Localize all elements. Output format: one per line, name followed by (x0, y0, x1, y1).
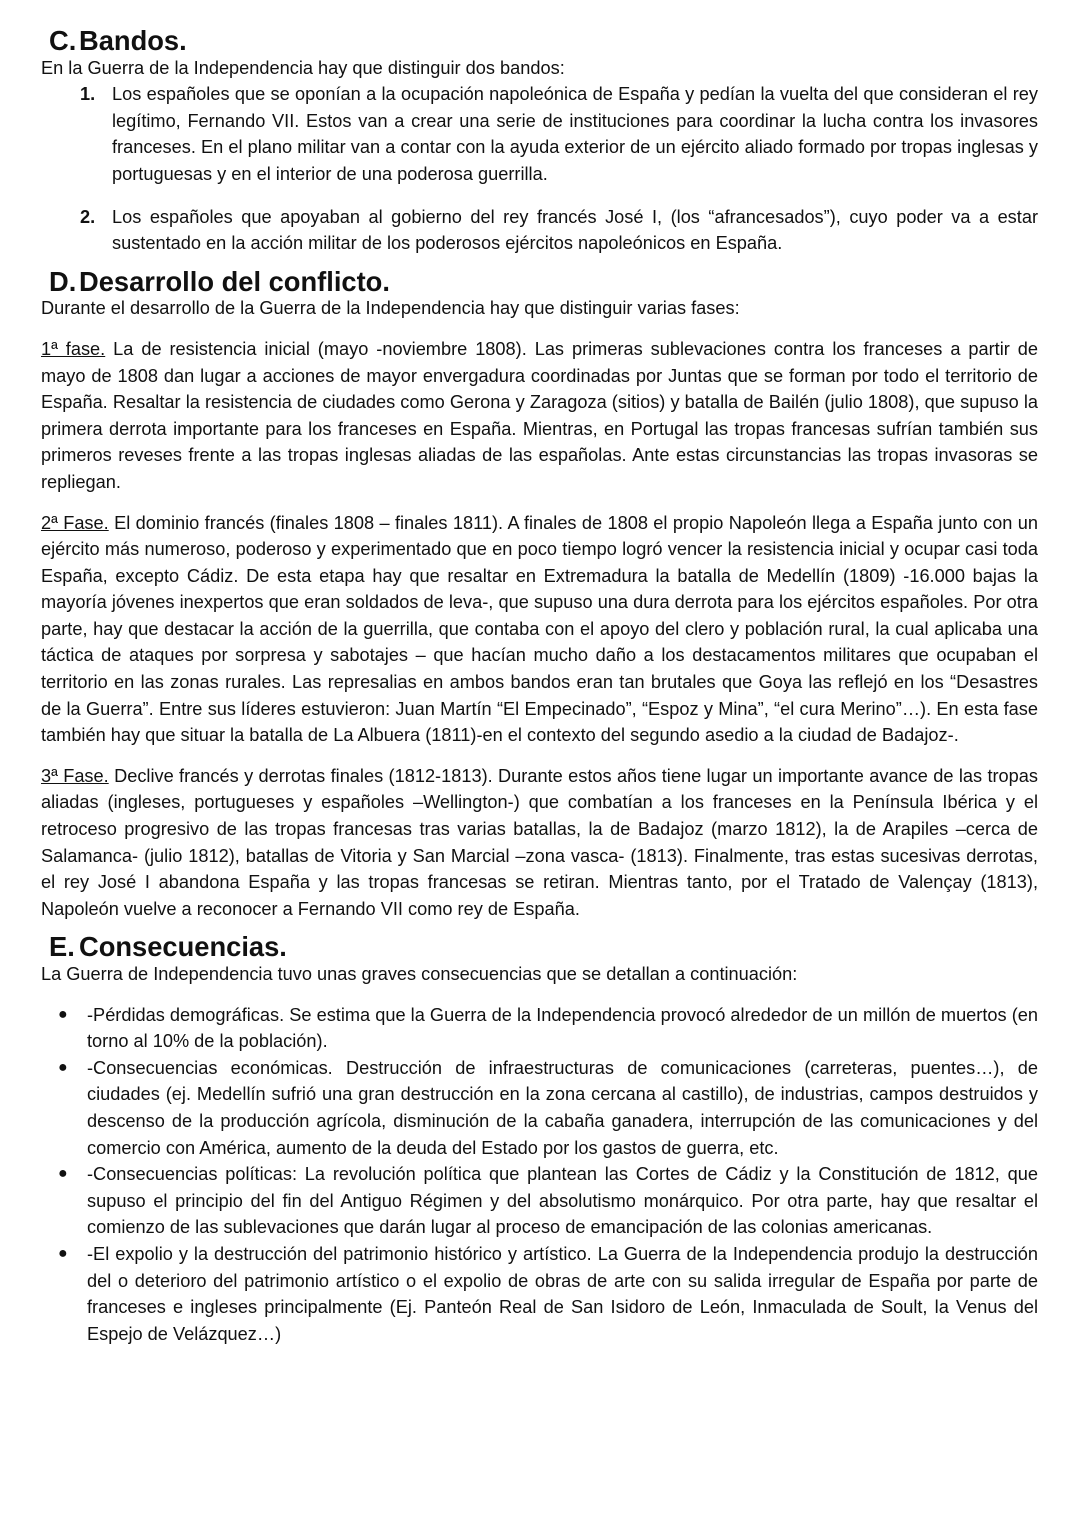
section-d-title: Desarrollo del conflicto. (79, 265, 390, 297)
list-item (41, 1241, 1038, 1347)
list-item (41, 81, 1038, 187)
section-c-heading (41, 25, 1038, 56)
section-e-intro: La Guerra de Independencia tuvo unas graves consecuencias que se detallan a continuación: (41, 964, 798, 984)
list-item-text: -Consecuencias económicas. Destrucción de infraestructuras de comunicaciones (carreteras, puentes…), de ciudades (ej. Medellín sufrió una gran destrucción en la zona cercana al castillo), de industrias, campos destruidos y descenso de la producción agrícola, disminución de la cabaña ganadera, interrupción de las comunicaciones y del comercio con América, aumento de la deuda del Estado por los gastos de guerra, etc. (87, 1057, 1038, 1158)
section-d-letter: D. (49, 265, 77, 297)
phase-text: Declive francés y derrotas finales (1812-1813). Durante estos años tiene lugar un importante avance de las tropas aliadas (ingleses, portugueses y españoles –Wellington-) que combatían a los franceses en la Península Ibérica y el retroceso progresivo de las tropas francesas tras varias batallas, la de Badajoz (marzo 1812), la de Arapiles –cerca de Salamanca- (julio 1812), batallas de Vitoria y San Marcial –zona vasca- (1813). Finalmente, tras estas sucesivas derrotas, el rey José I abandona España y las tropas francesas se retiran. Mientras tanto, por el Tratado de Valençay (1813), Napoleón vuelve a reconocer a Fernando VII como rey de España. (41, 765, 1038, 919)
section-c-list (41, 81, 1038, 257)
list-item-text: Los españoles que se oponían a la ocupación napoleónica de España y pedían la vuelta del que consideran el rey legítimo, Fernando VII. Estos van a crear una serie de instituciones para coordinar la lucha contra los invasores franceses. En el plano militar van a contar con la ayuda exterior de un ejército aliado formado por tropas inglesas y portuguesas y en el interior de una poderosa guerrilla. (112, 84, 1038, 184)
section-c-intro: En la Guerra de la Independencia hay que distinguir dos bandos: (41, 57, 565, 78)
bullet-icon: ● (58, 1165, 68, 1183)
phase-label: 1ª fase. (41, 338, 106, 359)
list-item (41, 1161, 1038, 1241)
section-d-heading (41, 265, 1038, 297)
phase-text: El dominio francés (finales 1808 – finales 1811). A finales de 1808 el propio Napoleón llega a España junto con un ejército más numeroso, poderoso y experimentado que en poco tiempo logró vencer la resistencia inicial y ocupar casi toda España, excepto Cádiz. De esta etapa hay que resaltar en Extremadura la batalla de Medellín (1809) -16.000 bajas la mayoría jóvenes inexpertos que eran soldados de leva-, que supuso una dura derrota para los ejércitos españoles. Por otra parte, hay que destacar la acción de la guerrilla, que contaba con el apoyo del clero y población rural, la cual aplicaba una táctica de ataques por sorpresa y sabotajes – que hacían mucho daño a los destacamentos militares que ocupaban el territorio en las zonas rurales. Las represalias en ambos bandos eran tan brutales que Goya las reflejó en los “Desastres de la Guerra”. Entre sus líderes estuvieron: Juan Martín “El Empecinado”, “Espoz y Mina”, “el cura Merino”…). En esta fase también hay que situar la batalla de La Albuera (1811)-en el contexto del segundo asedio a la ciudad de Badajoz-. (41, 512, 1038, 746)
section-d-intro: Durante el desarrollo de la Guerra de la Independencia hay que distinguir varias fases: (41, 298, 740, 319)
list-item (41, 204, 1038, 257)
section-e-list (41, 1002, 1038, 1348)
phase-text: La de resistencia inicial (mayo -noviembre 1808). Las primeras sublevaciones contra los franceses a partir de mayo de 1808 dan lugar a acciones de mayor envergadura coordinadas por Juntas que se forman por todo el territorio de España. Resaltar la resistencia de ciudades como Gerona y Zaragoza (sitios) y batalla de Bailén (julio 1808), que supuso la primera derrota importante para los franceses en España. Mientras, en Portugal las tropas francesas sufrían también sus primeros reveses frente a las tropas inglesas aliadas de las españolas. Ante estas circunstancias las tropas invasoras se repliegan. (41, 338, 1038, 492)
bullet-icon: ● (58, 1058, 68, 1076)
phase-label: 2ª Fase. (41, 512, 109, 533)
list-item-number: 2. (80, 206, 96, 227)
list-item (41, 1002, 1038, 1055)
section-e-heading (41, 931, 1038, 963)
section-e-letter: E. (49, 931, 75, 963)
document-page (41, 25, 1038, 1347)
list-item-text: -Consecuencias políticas: La revolución política que plantean las Cortes de Cádiz y la Constitución de 1812, que supuso el principio del fin del Antiguo Régimen y del absolutismo monárquico. Por otra parte, hay que resaltar el comienzo de las sublevaciones que darán lugar al proceso de emancipación de las colonias americanas. (87, 1164, 1038, 1238)
list-item (41, 1055, 1038, 1161)
bullet-icon: ● (58, 1005, 68, 1023)
list-item-text: -Pérdidas demográficas. Se estima que la Guerra de la Independencia provocó alrededor de un millón de muertos (en torno al 10% de la población). (87, 1004, 1038, 1052)
phase-paragraph-3 (41, 763, 1038, 923)
list-item-number: 1. (80, 84, 96, 105)
section-e-title: Consecuencias. (79, 931, 287, 963)
section-c-letter: C. (49, 25, 77, 56)
bullet-icon: ● (58, 1244, 68, 1262)
phase-paragraph-1 (41, 336, 1038, 496)
list-item-text: -El expolio y la destrucción del patrimonio histórico y artístico. La Guerra de la Independencia produjo la destrucción del o deterioro del patrimonio artístico o el expolio de obras de arte con su salida irregular de España por parte de franceses e ingleses principalmente (Ej. Panteón Real de San Isidoro de León, Inmaculada de Soult, la Venus del Espejo de Velázquez…) (87, 1243, 1038, 1344)
list-item-text: Los españoles que apoyaban al gobierno del rey francés José I, (los “afrancesados”), cuyo poder va a estar sustentado en la acción militar de los poderosos ejércitos napoleónicos en España. (112, 206, 1038, 254)
section-c-title: Bandos. (79, 25, 187, 56)
phase-paragraph-2 (41, 510, 1038, 749)
phase-label: 3ª Fase. (41, 765, 109, 786)
